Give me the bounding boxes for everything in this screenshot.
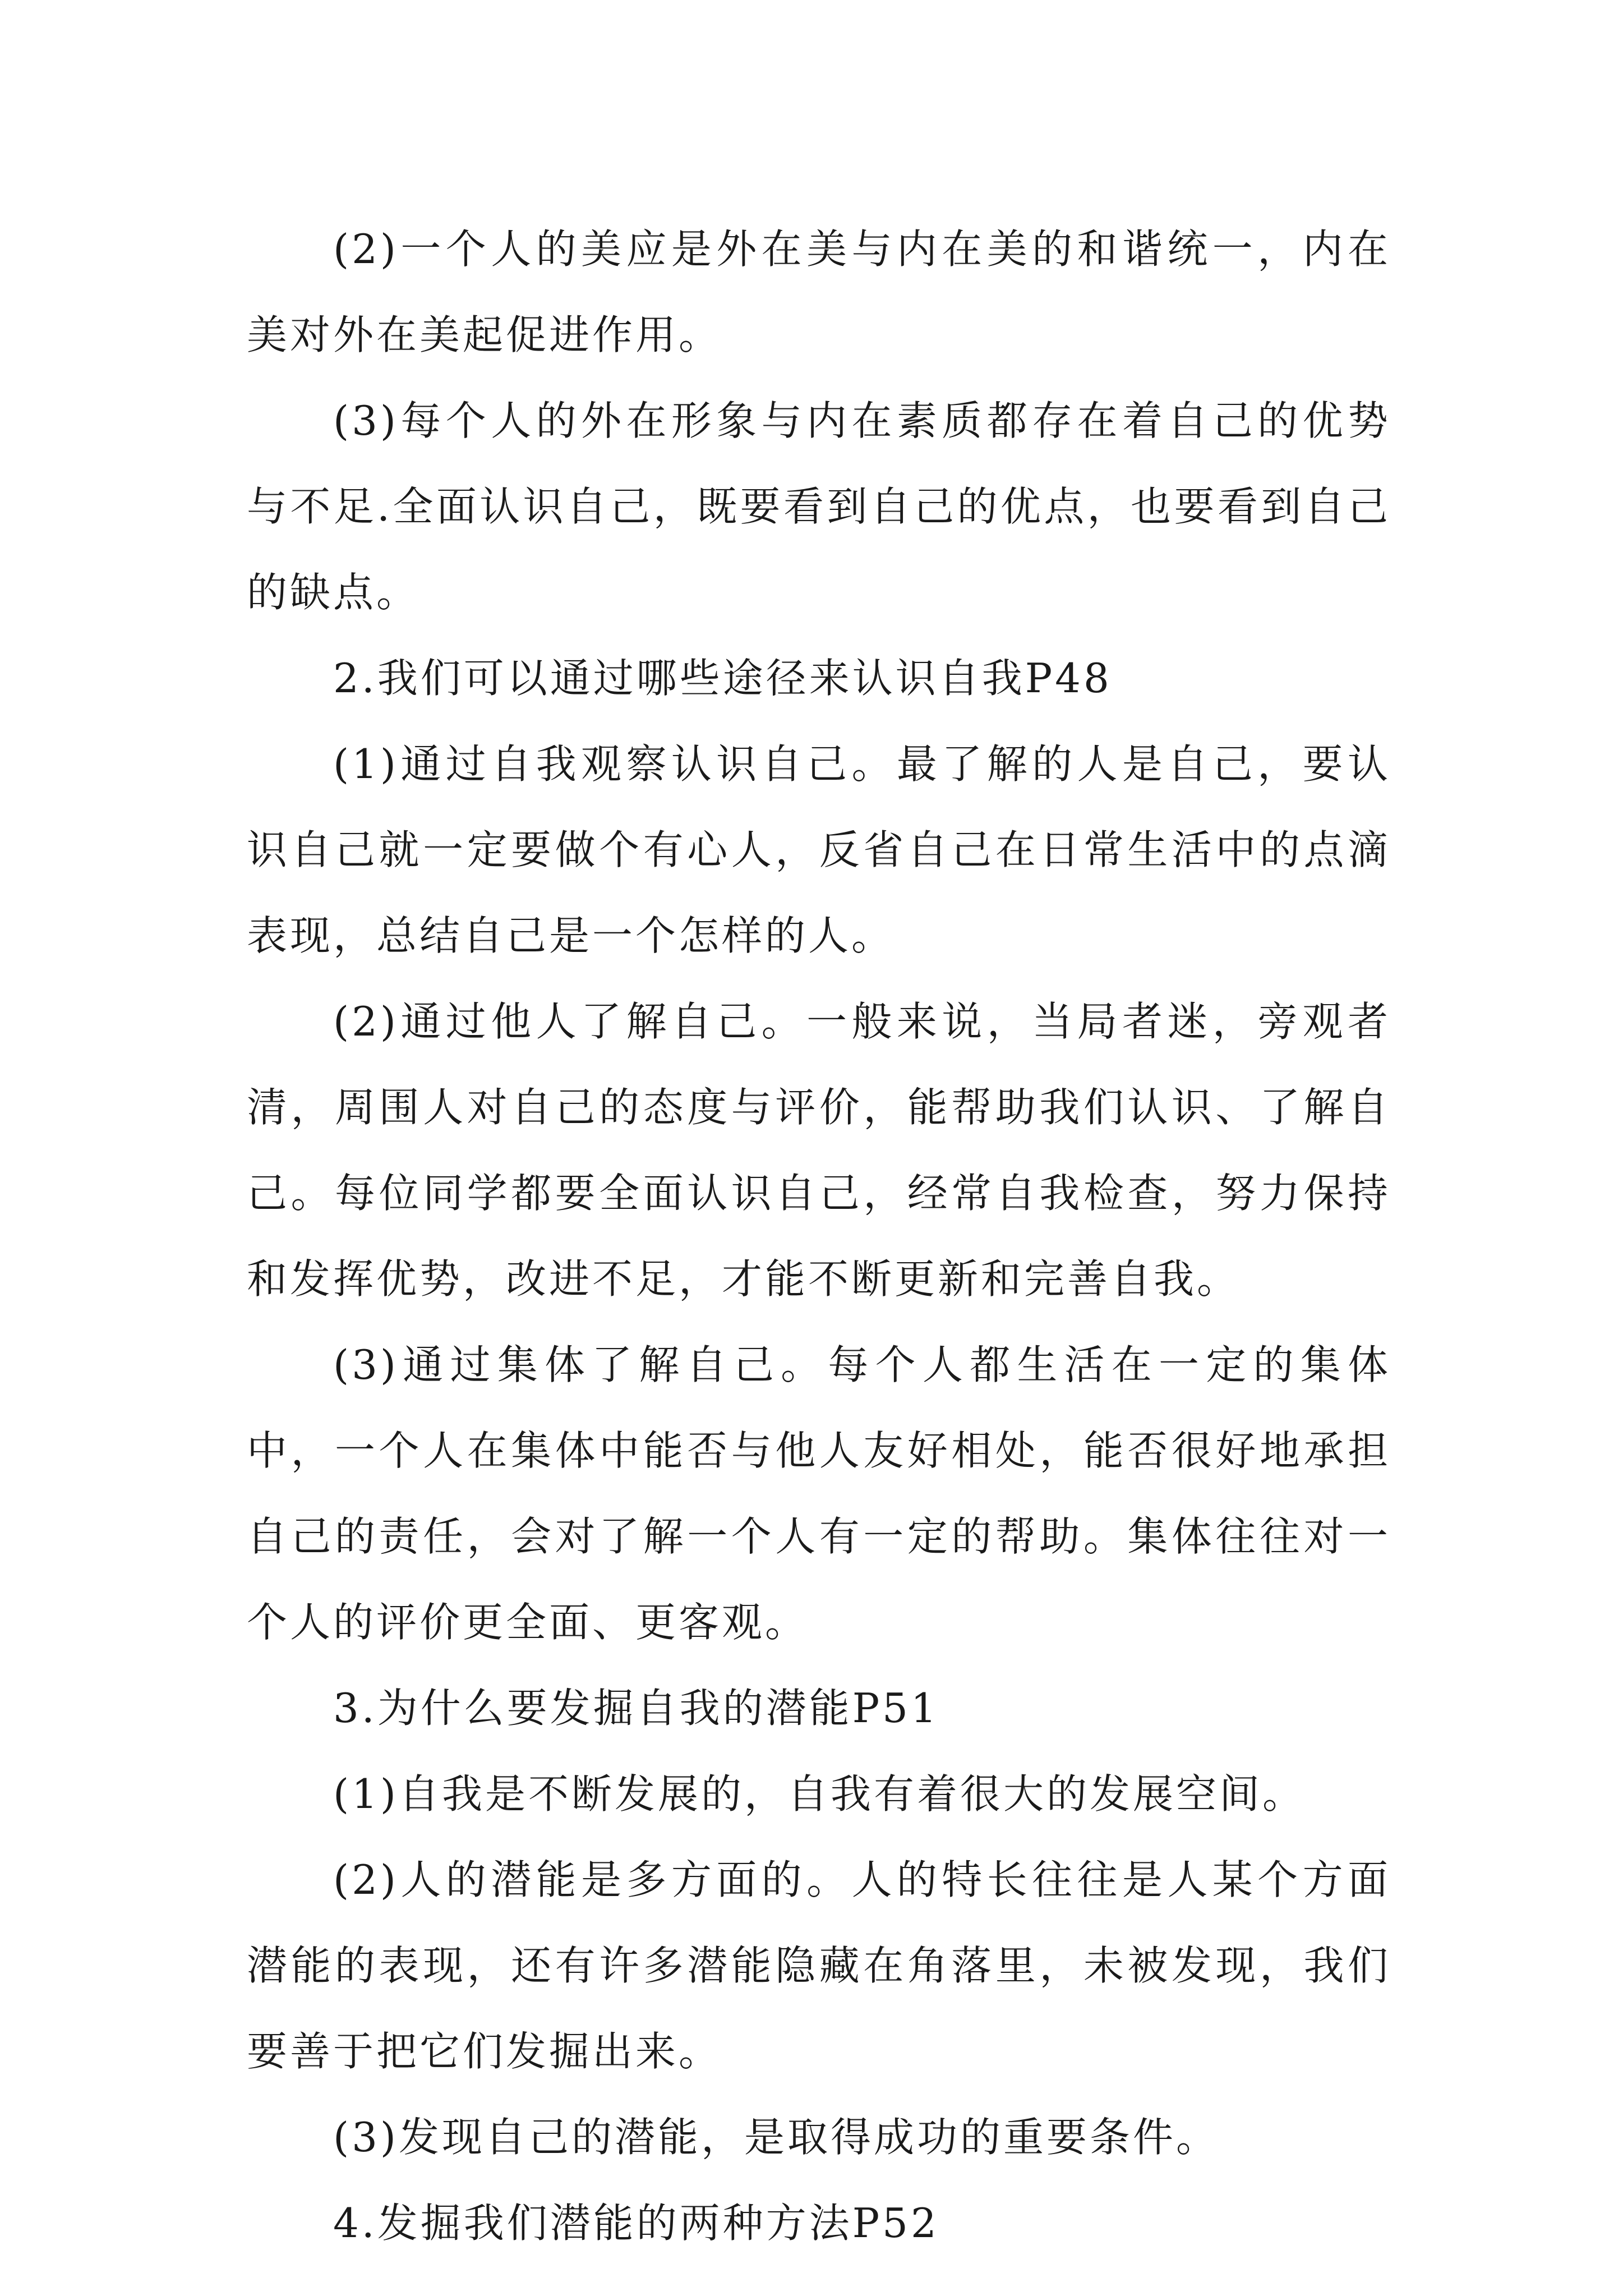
paragraph-through-collective: (3)通过集体了解自己。每个人都生活在一定的集体中，一个人在集体中能否与他人友好相处，能否很好地承担自己的责任，会对了解一个人有一定的帮助。集体往往对一个人的评价更全面、更客观。 — [247, 1341, 1391, 1646]
paragraph-through-others: (2)通过他人了解自己。一般来说，当局者迷，旁观者清，周围人对自己的态度与评价，能帮助我们认识、了解自己。每位同学都要全面认识自己，经常自我检查，努力保持和发挥优势，改进不足，才能不断更新和完善自我。 — [247, 998, 1391, 1303]
section-heading-why-explore-potential: 3.为什么要发掘自我的潜能P51 — [333, 1685, 939, 1732]
paragraph-beauty-harmony: (2)一个人的美应是外在美与内在美的和谐统一，内在美对外在美起促进作用。 — [247, 226, 1391, 358]
section-heading-two-methods: 4.发掘我们潜能的两种方法P52 — [333, 2200, 939, 2247]
paragraph-potential-many-aspects: (2)人的潜能是多方面的。人的特长往往是人某个方面潜能的表现，还有许多潜能隐藏在角落里，未被发现，我们要善于把它们发掘出来。 — [247, 1856, 1391, 2075]
paragraph-potential-success: (3)发现自己的潜能，是取得成功的重要条件。 — [333, 2114, 1219, 2161]
document-body — [247, 206, 1391, 2266]
paragraph-strengths-weaknesses: (3)每个人的外在形象与内在素质都存在着自己的优势与不足.全面认识自己，既要看到自己的优点，也要看到自己的缺点。 — [247, 397, 1391, 616]
paragraph-self-observation: (1)通过自我观察认识自己。最了解的人是自己，要认识自己就一定要做个有心人，反省自己在日常生活中的点滴表现，总结自己是一个怎样的人。 — [247, 740, 1391, 959]
paragraph-self-development: (1)自我是不断发展的，自我有着很大的发展空间。 — [333, 1770, 1306, 1818]
section-heading-ways-to-know-self: 2.我们可以通过哪些途径来认识自我P48 — [333, 655, 1112, 702]
